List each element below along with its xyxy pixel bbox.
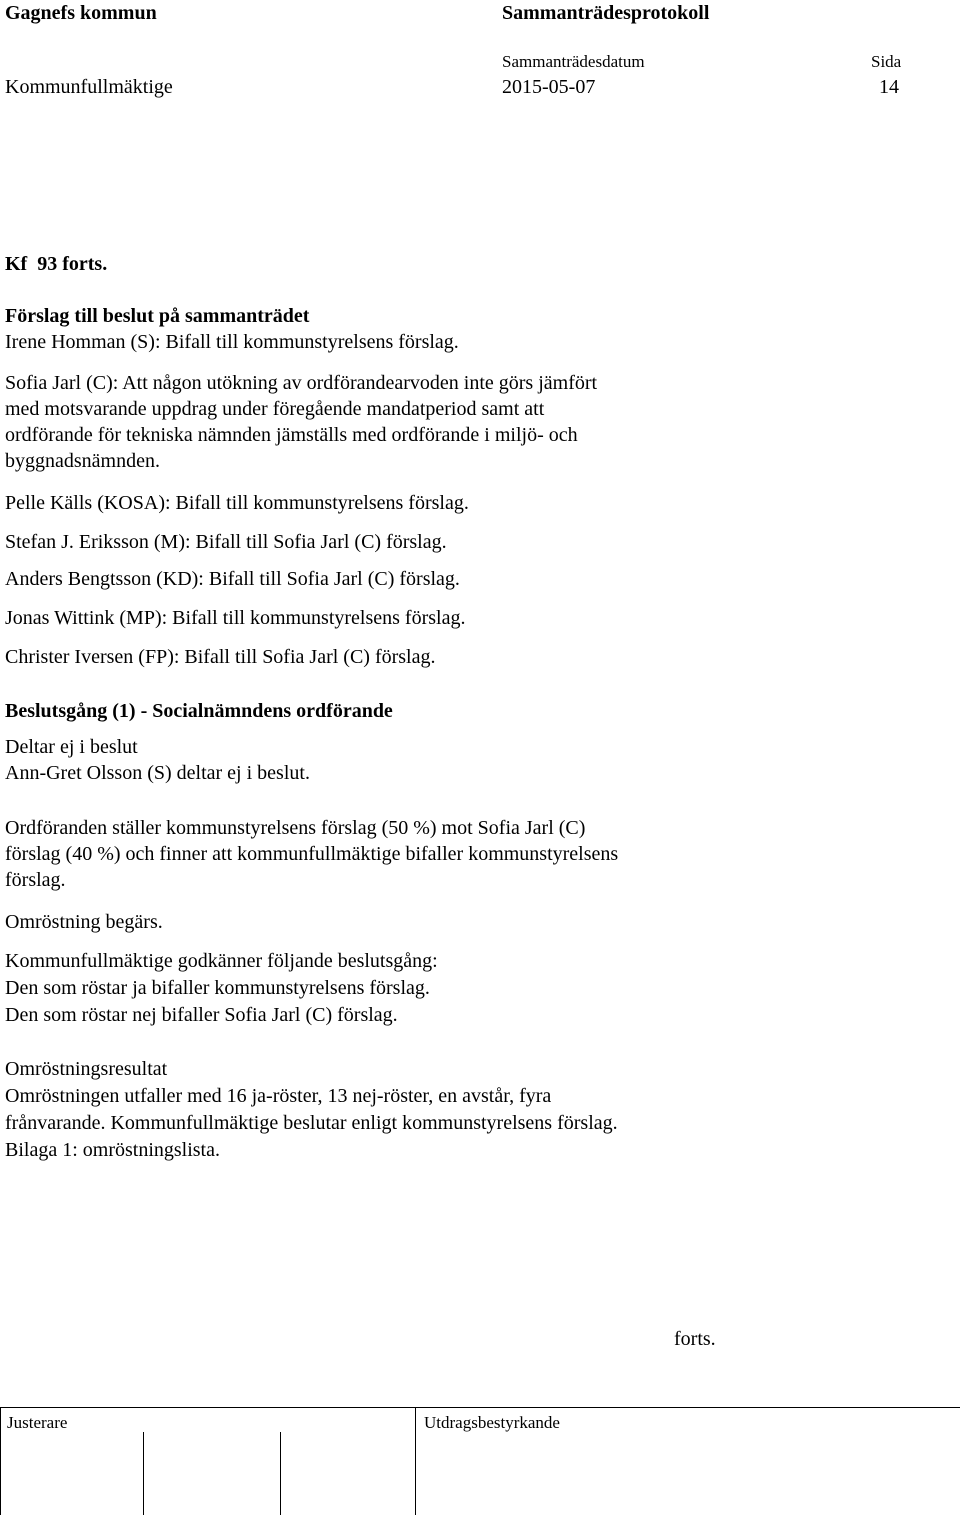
continued-note: forts.	[674, 1328, 716, 1350]
chair-line-1: Ordföranden ställer kommunstyrelsens förslag (50 %) mot Sofia Jarl (C)	[5, 817, 586, 839]
vote-result-label: Omröstningsresultat	[5, 1058, 168, 1080]
chair-line-3: förslag.	[5, 869, 66, 891]
vote-result-line-3: Bilaga 1: omröstningslista.	[5, 1139, 220, 1161]
not-participating-text: Ann-Gret Olsson (S) deltar ej i beslut.	[5, 762, 310, 784]
vote-requested: Omröstning begärs.	[5, 911, 163, 933]
document-type: Sammanträdesprotokoll	[502, 2, 710, 24]
not-participating-label: Deltar ej i beslut	[5, 736, 138, 758]
footer-divider	[415, 1407, 416, 1515]
municipality-name: Gagnefs kommun	[5, 2, 157, 24]
signature-divider-2	[280, 1432, 281, 1515]
vote-result-line-2: frånvarande. Kommunfullmäktige beslutar enligt kommunstyrelsens förslag.	[5, 1112, 618, 1134]
proposal-wittink: Jonas Wittink (MP): Bifall till kommunstyrelsens förslag.	[5, 607, 466, 629]
proposal-bengtsson: Anders Bengtsson (KD): Bifall till Sofia Jarl (C) förslag.	[5, 568, 460, 590]
proposal-homman: Irene Homman (S): Bifall till kommunstyrelsens förslag.	[5, 331, 459, 353]
vote-result-line-1: Omröstningen utfaller med 16 ja-röster, 13 nej-röster, en avstår, fyra	[5, 1085, 552, 1107]
adjusters-label: Justerare	[7, 1413, 68, 1432]
proposal-jarl-line-4: byggnadsnämnden.	[5, 450, 160, 472]
section-title: Kf 93 forts.	[5, 253, 108, 275]
proposal-kalls: Pelle Källs (KOSA): Bifall till kommunstyrelsens förslag.	[5, 492, 469, 514]
proposal-jarl-line-3: ordförande för tekniska nämnden jämställs med ordförande i miljö- och	[5, 424, 578, 446]
committee-name: Kommunfullmäktige	[5, 76, 173, 98]
chair-line-2: förslag (40 %) och finner att kommunfullmäktige bifaller kommunstyrelsens	[5, 843, 619, 865]
decision-heading: Beslutsgång (1) - Socialnämndens ordförande	[5, 700, 393, 722]
proposal-heading: Förslag till beslut på sammanträdet	[5, 305, 310, 327]
page-label: Sida	[871, 52, 902, 71]
approval-line-2: Den som röstar ja bifaller kommunstyrelsens förslag.	[5, 977, 430, 999]
meeting-date-label: Sammanträdesdatum	[502, 52, 645, 71]
footer-left-border	[0, 1407, 1, 1515]
certification-label: Utdragsbestyrkande	[424, 1413, 560, 1432]
footer-top-rule	[0, 1407, 960, 1408]
signature-divider-1	[143, 1432, 144, 1515]
meeting-date: 2015-05-07	[502, 76, 596, 98]
proposal-jarl-line-2: med motsvarande uppdrag under föregående mandatperiod samt att	[5, 398, 545, 420]
page-number: 14	[879, 76, 899, 98]
proposal-jarl-line-1: Sofia Jarl (C): Att någon utökning av ordförandearvoden inte görs jämfört	[5, 372, 598, 394]
approval-line-1: Kommunfullmäktige godkänner följande beslutsgång:	[5, 950, 438, 972]
proposal-iversen: Christer Iversen (FP): Bifall till Sofia Jarl (C) förslag.	[5, 646, 436, 668]
proposal-eriksson: Stefan J. Eriksson (M): Bifall till Sofia Jarl (C) förslag.	[5, 531, 447, 553]
approval-line-3: Den som röstar nej bifaller Sofia Jarl (C) förslag.	[5, 1004, 398, 1026]
